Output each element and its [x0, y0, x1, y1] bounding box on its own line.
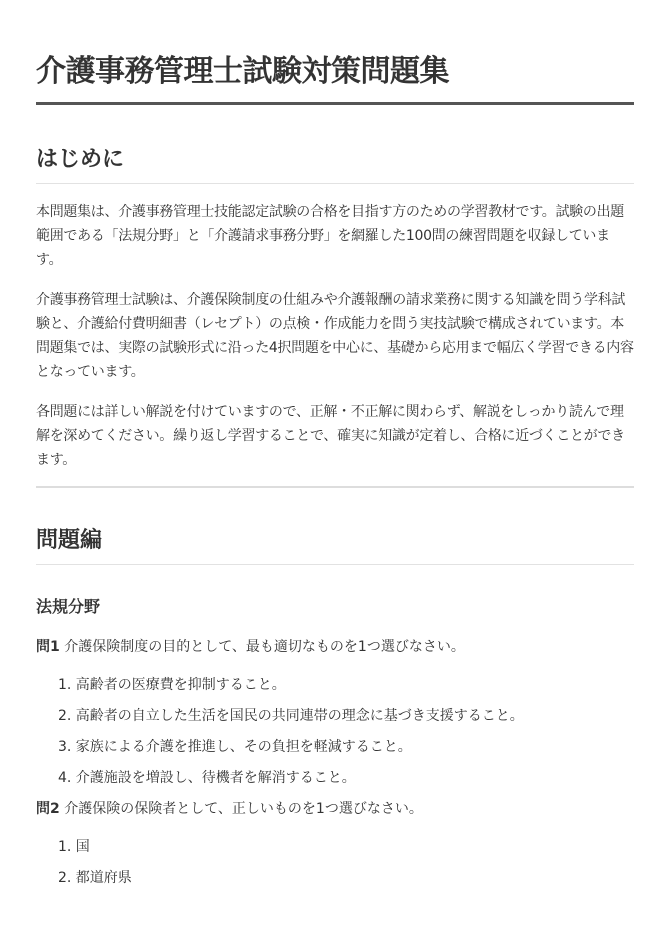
question-2-text: 介護保険の保険者として、正しいものを1つ選びなさい。 [59, 801, 423, 817]
question-2 [36, 797, 634, 821]
question-2-choice-2: 2. 都道府県 [58, 870, 132, 886]
section-heading-law: 法規分野 [36, 597, 101, 616]
question-1-choice-4: 4. 介護施設を増設し、待機者を解消すること。 [58, 770, 356, 786]
question-1-choice-2: 2. 高齢者の自立した生活を国民の共同連帯の理念に基づき支援すること。 [58, 708, 524, 724]
section-divider [36, 486, 634, 488]
intro-paragraph-1: 本問題集は、介護事務管理士技能認定試験の合格を目指す方のための学習教材です。試験の出題範囲である「法規分野」と「介護請求事務分野」を網羅した100問の練習問題を収録しています。 [36, 204, 624, 268]
question-2-number: 問2 [36, 801, 60, 817]
question-1-choice-1: 1. 高齢者の医療費を抑制すること。 [58, 677, 286, 693]
question-1-text: 介護保険制度の目的として、最も適切なものを1つ選びなさい。 [59, 639, 465, 655]
document-title: 介護事務管理士試験対策問題集 [36, 0, 634, 105]
intro-heading: はじめに [36, 145, 634, 184]
question-1-choice-3: 3. 家族による介護を推進し、その負担を軽減すること。 [58, 739, 412, 755]
question-1-number: 問1 [36, 639, 60, 655]
question-2-choice-1: 1. 国 [58, 839, 90, 855]
problems-heading: 問題編 [36, 526, 634, 565]
question-1-choices [36, 673, 634, 790]
question-1 [36, 635, 634, 659]
question-2-choices [36, 835, 634, 890]
intro-paragraph-2: 介護事務管理士試験は、介護保険制度の仕組みや介護報酬の請求業務に関する知識を問う学科試験と、介護給付費明細書（レセプト）の点検・作成能力を問う実技試験で構成されています。本問題集では、実際の試験形式に沿った4択問題を中心に、基礎から応用まで幅広く学習できる内容となっています。 [36, 292, 634, 380]
intro-paragraph-3: 各問題には詳しい解説を付けていますので、正解・不正解に関わらず、解説をしっかり読んで理解を深めてください。繰り返し学習することで、確実に知識が定着し、合格に近づくことができます。 [36, 404, 625, 468]
